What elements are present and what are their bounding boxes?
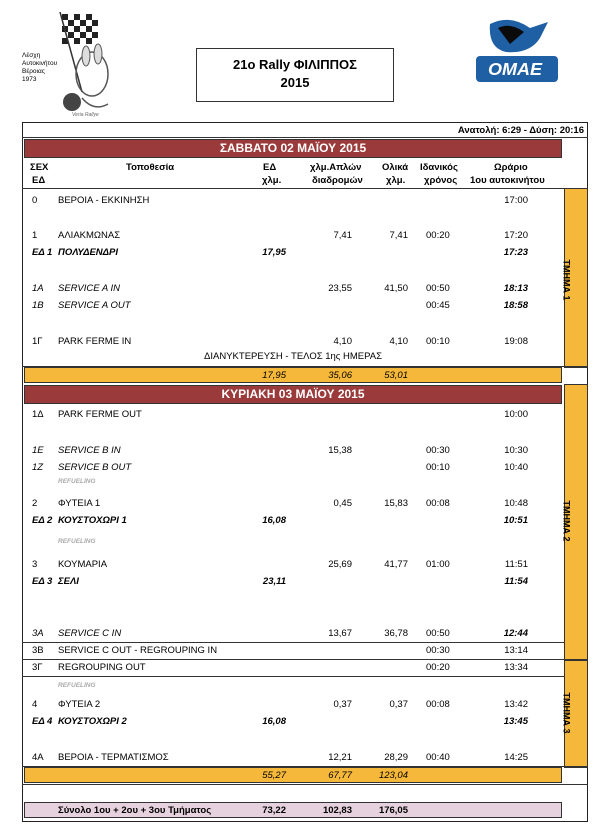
- row-ideal: 00:08: [426, 498, 450, 509]
- row-link-km: 25,69: [328, 559, 352, 570]
- grand-total-link: 102,83: [322, 805, 352, 816]
- row-location: ΦΥΤΕΙΑ 1: [58, 498, 101, 509]
- row-ideal: 00:30: [426, 445, 450, 456]
- row-ideal: 00:10: [426, 462, 450, 473]
- row-code: 1Α: [32, 283, 44, 294]
- refuel-note: REFUELING: [58, 538, 96, 545]
- row-code: ΕΔ 3: [32, 576, 53, 587]
- row-location: ΚΟΥΣΤΟΧΩΡΙ 1: [58, 515, 127, 526]
- row-code: ΕΔ 1: [32, 247, 53, 258]
- row-ideal: 00:50: [426, 628, 450, 639]
- row-code: 3Β: [32, 645, 44, 656]
- row-time: 17:23: [503, 247, 528, 258]
- row-link-km: 12,21: [328, 752, 352, 763]
- row-code: ΕΔ 2: [32, 515, 53, 526]
- col-time-1: Ωράριο: [494, 162, 528, 173]
- day2-header: ΚΥΡΙΑΚΗ 03 ΜΑΪΟΥ 2015: [24, 385, 562, 404]
- row-code: ΕΔ 4: [32, 716, 53, 727]
- row-code: 1Ζ: [32, 462, 44, 473]
- col-location: Τοποθεσία: [126, 162, 175, 173]
- day1-subtotal-ed: 17,95: [262, 370, 286, 381]
- row-ideal: 00:10: [426, 336, 450, 347]
- row-ed-km: 16,08: [262, 515, 286, 526]
- row-total-km: 36,78: [384, 628, 408, 639]
- row-code: 1Β: [32, 300, 44, 311]
- club-year: 1973: [22, 76, 37, 83]
- row-location: ΠΟΛΥΔΕΝΔΡΙ: [58, 247, 119, 258]
- row-ideal: 00:50: [426, 283, 450, 294]
- row-total-km: 28,29: [384, 752, 408, 763]
- row-code: 1Γ: [32, 336, 43, 347]
- day2-subtotal-link: 67,77: [328, 770, 352, 781]
- row-location: SERVICE B OUT: [58, 462, 132, 473]
- event-title: 21ο Rally ΦΙΛΙΠΠΟΣ: [233, 57, 357, 72]
- row-code: 1Ε: [32, 445, 44, 456]
- col-link-km-1: χλμ.Απλών: [310, 162, 362, 173]
- row-location: SERVICE C IN: [58, 628, 122, 639]
- row-time: 10:48: [504, 498, 528, 509]
- section-2-label: ΤΜΗΜΑ 2: [561, 500, 572, 542]
- club-logo: [22, 12, 118, 120]
- row-code: 1Δ: [32, 409, 44, 420]
- club-small-text: Veria Rallye: [72, 112, 99, 118]
- event-title-box: [196, 48, 394, 102]
- grand-total-ed: 73,22: [262, 805, 286, 816]
- row-ed-km: 23,11: [262, 576, 286, 587]
- row-link-km: 0,37: [333, 699, 352, 710]
- col-ed-km-2: χλμ.: [262, 175, 282, 186]
- divider: [22, 784, 588, 785]
- row-time: 11:51: [504, 559, 528, 570]
- row-time: 13:42: [504, 699, 528, 710]
- row-ideal: 00:30: [426, 645, 450, 656]
- row-code: 3: [32, 559, 38, 570]
- day1-subtotal-link: 35,06: [328, 370, 352, 381]
- row-time: 10:40: [504, 462, 528, 473]
- row-link-km: 23,55: [328, 283, 352, 294]
- row-location: ΣΕΛΙ: [58, 576, 79, 587]
- row-location: SERVICE A IN: [58, 283, 120, 294]
- col-sex: ΣΕΧ: [30, 162, 49, 173]
- day1-end-note: ΔΙΑΝΥΚΤΕΡΕΥΣΗ - ΤΕΛΟΣ 1ης ΗΜΕΡΑΣ: [204, 351, 382, 362]
- row-location: ΒΕΡΟΙΑ - ΕΚΚΙΝΗΣΗ: [58, 195, 150, 206]
- col-link-km-2: διαδρομών: [312, 175, 363, 186]
- section-3-label: ΤΜΗΜΑ 3: [561, 692, 572, 734]
- row-time: 17:00: [504, 195, 528, 206]
- row-ideal: 00:08: [426, 699, 450, 710]
- row-location: SERVICE A OUT: [58, 300, 131, 311]
- col-total-km-1: Ολικά: [382, 162, 409, 173]
- row-ideal: 00:40: [426, 752, 450, 763]
- col-time-2: 1ου αυτοκινήτου: [470, 175, 545, 186]
- row-location: SERVICE C OUT - REGROUPING IN: [58, 645, 218, 656]
- row-time: 13:34: [504, 662, 528, 673]
- row-code: 3Γ: [32, 662, 43, 673]
- row-location: ΑΛΙΑΚΜΩΝΑΣ: [58, 230, 121, 241]
- row-code: 4Α: [32, 752, 44, 763]
- club-name-line2: Αυτοκινήτου: [22, 60, 58, 67]
- row-time: 18:58: [503, 300, 528, 311]
- row-code: 3Α: [32, 628, 44, 639]
- row-ed-km: 17,95: [262, 247, 286, 258]
- section-1-label: ΤΜΗΜΑ 1: [561, 259, 572, 301]
- omae-logo-text: ΟΜΑΕ: [488, 59, 542, 79]
- row-total-km: 0,37: [389, 699, 408, 710]
- row-location: ΚΟΥΣΤΟΧΩΡΙ 2: [58, 716, 127, 727]
- row-time: 10:30: [504, 445, 528, 456]
- club-name-line1: Λέσχη: [22, 52, 41, 59]
- row-ideal: 01:00: [426, 559, 450, 570]
- row-total-km: 4,10: [389, 336, 408, 347]
- row-code: 1: [32, 230, 38, 241]
- row-location: ΦΥΤΕΙΑ 2: [58, 699, 101, 710]
- refuel-note: REFUELING: [58, 478, 96, 485]
- row-time: 18:13: [503, 283, 528, 294]
- row-time: 10:00: [504, 409, 528, 420]
- divider: [22, 642, 564, 643]
- row-time: 13:14: [504, 645, 528, 656]
- row-link-km: 13,67: [328, 628, 352, 639]
- row-link-km: 15,38: [328, 445, 352, 456]
- grand-total-total: 176,05: [378, 805, 408, 816]
- row-total-km: 41,77: [384, 559, 408, 570]
- row-time: 19:08: [504, 336, 528, 347]
- sun-times: Ανατολή: 6:29 - Δύση: 20:16: [457, 125, 584, 136]
- row-code: 2: [32, 498, 38, 509]
- grand-total-label: Σύνολο 1ου + 2ου + 3ου Τμήματος: [58, 805, 212, 816]
- col-ideal-1: Ιδανικός: [420, 162, 458, 173]
- omae-logo: [470, 14, 566, 94]
- col-ed-km-1: ΕΔ: [263, 162, 277, 173]
- divider: [22, 188, 588, 189]
- day2-subtotal-total: 123,04: [378, 770, 408, 781]
- row-total-km: 15,83: [384, 498, 408, 509]
- col-ideal-2: χρόνος: [424, 175, 458, 186]
- row-location: PARK FERME IN: [58, 336, 132, 347]
- refuel-note: REFUELING: [58, 682, 96, 689]
- club-name-line3: Βέροιας: [22, 68, 45, 75]
- day2-subtotal-ed: 55,27: [262, 770, 286, 781]
- row-location: PARK FERME OUT: [58, 409, 142, 420]
- row-code: 4: [32, 699, 38, 710]
- row-time: 13:45: [503, 716, 528, 727]
- divider: [22, 137, 588, 138]
- row-time: 11:54: [504, 576, 528, 587]
- col-total-km-2: χλμ.: [386, 175, 406, 186]
- row-location: SERVICE B IN: [58, 445, 121, 456]
- row-ideal: 00:20: [426, 662, 450, 673]
- event-year: 2015: [280, 75, 310, 90]
- divider: [22, 659, 588, 660]
- row-ideal: 00:45: [426, 300, 450, 311]
- row-time: 12:44: [503, 628, 528, 639]
- row-link-km: 0,45: [333, 498, 352, 509]
- day1-subtotal-total: 53,01: [384, 370, 408, 381]
- col-ed: ΕΔ: [32, 175, 46, 186]
- row-ideal: 00:20: [426, 230, 450, 241]
- row-ed-km: 16,08: [262, 716, 286, 727]
- row-location: REGROUPING OUT: [58, 662, 146, 673]
- row-time: 10:51: [503, 515, 528, 526]
- row-total-km: 41,50: [384, 283, 408, 294]
- row-location: ΚΟΥΜΑΡΙΑ: [58, 559, 108, 570]
- row-total-km: 7,41: [389, 230, 408, 241]
- row-time: 17:20: [504, 230, 528, 241]
- row-link-km: 4,10: [333, 336, 352, 347]
- row-code: 0: [32, 195, 38, 206]
- row-link-km: 7,41: [333, 230, 352, 241]
- day1-subtotal-bar: [24, 367, 562, 383]
- day1-header: ΣΑΒΒΑΤΟ 02 ΜΑΪΟΥ 2015: [24, 139, 562, 158]
- row-location: ΒΕΡΟΙΑ - ΤΕΡΜΑΤΙΣΜΟΣ: [58, 752, 169, 763]
- day2-subtotal-bar: [24, 767, 562, 783]
- divider: [22, 676, 564, 677]
- row-time: 14:25: [504, 752, 528, 763]
